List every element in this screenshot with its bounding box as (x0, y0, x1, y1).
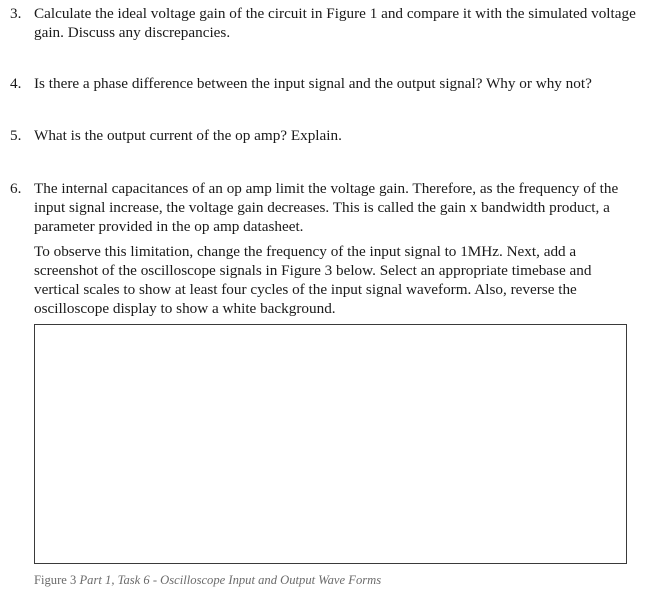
question-number: 6. (10, 180, 22, 197)
figure-placeholder-box (34, 324, 627, 564)
figure-caption (34, 572, 381, 588)
figure-caption-label: Figure 3 (34, 573, 77, 587)
question-text-continued: To observe this limitation, change the frequency of the input signal to 1MHz. Next, add a screenshot of the oscilloscope signals in Figure 3 below. Select an appropriate timebase and vertical scales to show at least four cycles of the input signal waveform. Also, reverse the oscilloscope display to show a white background. (34, 243, 592, 317)
figure-caption-text: Part 1, Task 6 - Oscilloscope Input and Output Wave Forms (79, 573, 382, 587)
question-3 (10, 4, 640, 42)
question-6 (10, 179, 640, 318)
question-5 (10, 126, 640, 145)
question-text: Calculate the ideal voltage gain of the circuit in Figure 1 and compare it with the simulated voltage gain. Discuss any discrepancies. (34, 5, 636, 41)
question-number: 4. (10, 75, 22, 92)
question-text: What is the output current of the op amp? Explain. (34, 127, 342, 144)
question-4 (10, 74, 640, 93)
question-text: The internal capacitances of an op amp limit the voltage gain. Therefore, as the frequency of the input signal increase, the voltage gain decreases. This is called the gain x bandwidth product, a parameter provided in the op amp datasheet. (34, 180, 619, 235)
question-number: 3. (10, 5, 22, 22)
question-text: Is there a phase difference between the input signal and the output signal? Why or why not? (34, 75, 592, 92)
question-number: 5. (10, 127, 22, 144)
